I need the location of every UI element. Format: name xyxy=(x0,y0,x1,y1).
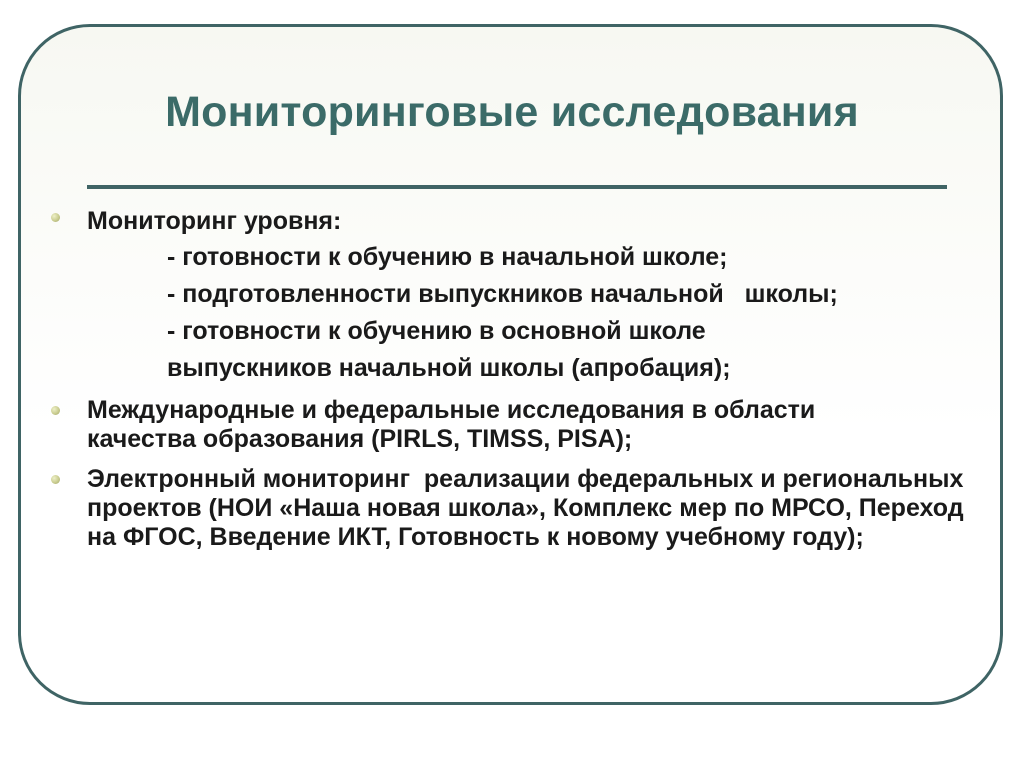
bullet-item xyxy=(87,465,987,552)
slide-title: Мониторинговые исследования xyxy=(165,88,859,136)
sub-item: выпускников начальной школы (апробация); xyxy=(167,354,731,382)
bullet-item xyxy=(87,203,987,387)
bullet-text: Электронный мониторинг реализации федеральных и региональных проектов (НОИ «Наша новая школа», Комплекс мер по МРСО, Переход на ФГОС, Введение ИКТ, Готовность к новому учебному году); xyxy=(87,465,971,551)
title-divider xyxy=(87,185,947,189)
bullet-text: Международные и федеральные исследования в области качества образования (PIRLS, TIMSS, PISA); xyxy=(87,396,816,453)
bullet-item xyxy=(87,396,987,454)
bullet-icon xyxy=(51,406,60,415)
sub-item: - подготовленности выпускников начальной школы; xyxy=(167,280,838,308)
bullet-list xyxy=(87,200,987,552)
sub-item: - готовности к обучению в основной школе xyxy=(167,317,706,345)
bullet-text: Мониторинг уровня: xyxy=(87,207,342,235)
bullet-icon xyxy=(51,213,60,222)
sub-item: - готовности к обучению в начальной школе; xyxy=(167,243,728,271)
bullet-icon xyxy=(51,475,60,484)
